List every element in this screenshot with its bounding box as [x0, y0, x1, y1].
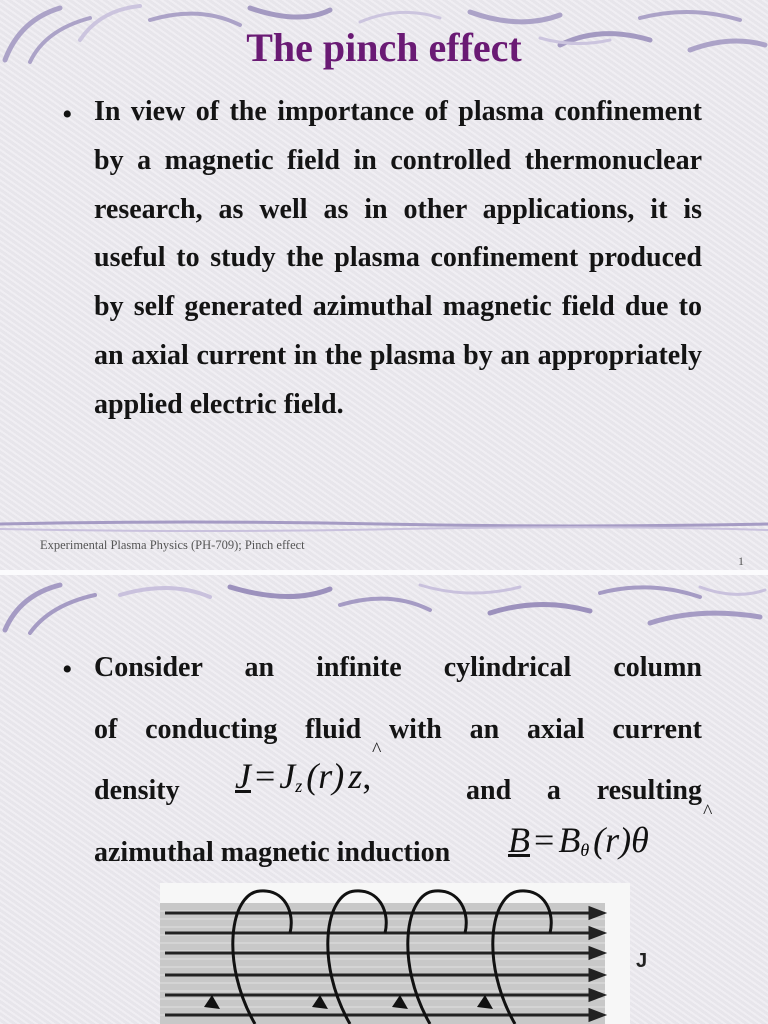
eq-j-unit: z — [348, 756, 363, 796]
hat-accent: ^ — [372, 739, 382, 761]
eq-b-lhs: B — [508, 820, 530, 860]
line-2 — [94, 710, 702, 750]
page-number: 1 — [738, 554, 744, 568]
line-3-right-wrap — [466, 771, 702, 811]
eq-j-lhs: J — [235, 756, 251, 796]
intro-paragraph: In view of the importance of plasma confinement by a magnetic field in controlled thermonuclear research, as well as in other applications, it is useful to study the plasma confinement produced by self generated azimuthal magnetic field due to an axial current in the plasma by an appropriately applied electric field. — [94, 96, 702, 420]
eq-b-sub: θ — [580, 840, 590, 861]
bullet-marker: • — [62, 653, 73, 686]
eq-b-arg: (r) — [593, 820, 632, 860]
eq-b-rhs: B — [558, 820, 581, 860]
line-2-text: of conducting fluid with an axial current — [94, 714, 702, 745]
decorative-divider — [0, 518, 768, 536]
line-1 — [94, 648, 702, 688]
eq-b-unit: θ — [631, 820, 649, 860]
hat-accent: ^ — [703, 801, 713, 823]
line-3-left: density — [94, 775, 180, 806]
line-1-text: Consider an infinite cylindrical column — [94, 652, 702, 683]
slide-title: The pinch effect — [246, 25, 522, 70]
eq-b-equals: = — [534, 820, 555, 860]
slide-footer: Experimental Plasma Physics (PH-709); Pinch effect — [40, 538, 305, 552]
eq-j-tail: , — [362, 756, 372, 796]
current-density-equation — [235, 755, 371, 797]
pinch-column-figure — [160, 883, 630, 1024]
eq-j-rhs: J — [279, 756, 296, 796]
magnetic-induction-equation — [508, 819, 649, 861]
decorative-swirl-header — [0, 575, 768, 637]
eq-j-arg: (r) — [306, 756, 345, 796]
line-3-right: and a resulting — [466, 775, 702, 806]
bullet-marker: • — [62, 98, 73, 131]
eq-j-sub: z — [295, 776, 303, 797]
line-4-text: azimuthal magnetic induction — [94, 837, 451, 868]
eq-j-equals: = — [254, 756, 276, 796]
figure-current-label-text: J — [636, 950, 648, 972]
